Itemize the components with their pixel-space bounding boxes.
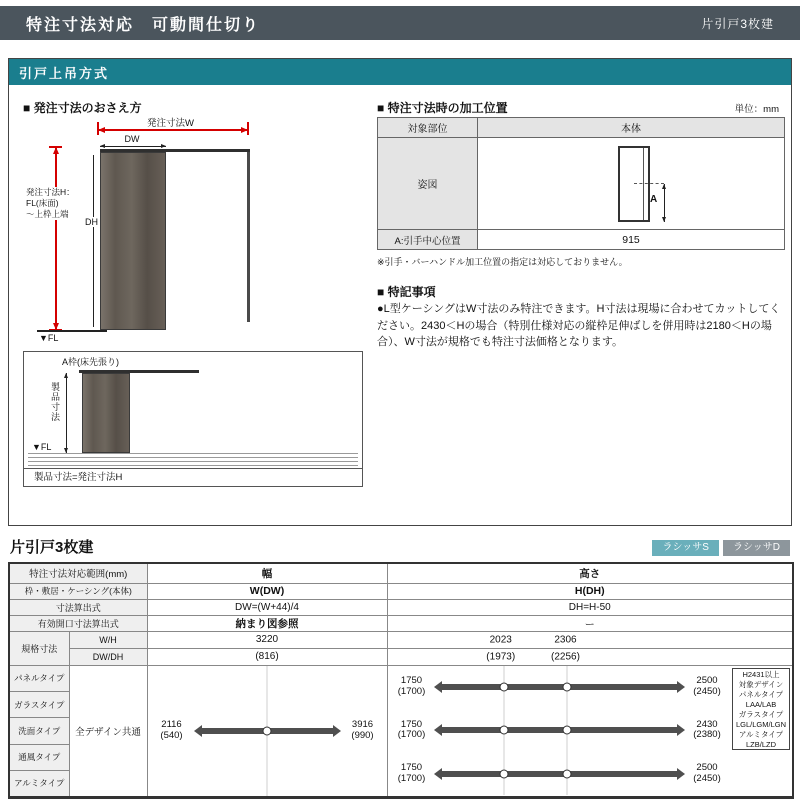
floor-line [37, 330, 107, 332]
product-dimension-diagram [23, 351, 363, 487]
dwdh-label: DW/DH [69, 648, 147, 665]
type-row-washroom: 洗面タイプ [9, 718, 69, 744]
a-dimension-label: A [650, 194, 658, 205]
standard-row-label: 規格寸法 [9, 631, 69, 665]
height-range-cell [387, 665, 793, 797]
calc-row-label: 寸法算出式 [9, 599, 147, 615]
remarks-text: ●L型ケーシングはW寸法のみ特注できます。H寸法は現場に合わせてカットしてください。2430＜Hの場合（特別仕様対応の縦枠足伸ばしを併用時は2180＜Hの場合）、W寸法が規格でも特注寸法価格となります。 [377, 303, 781, 348]
product-dim-equation: 製品寸法=発注寸法H [24, 468, 362, 486]
width-standard-dot [263, 726, 272, 735]
width-max-label: 3916 (990) [351, 718, 374, 741]
frame-row-label: 枠・敷居・ケーシング(本体) [9, 583, 147, 599]
floor-hatch-graphic [28, 453, 358, 467]
spec-section-title: 片引戸3枚建 [10, 539, 94, 556]
center-dash-line [634, 183, 664, 184]
width-header: 幅 [147, 563, 387, 583]
right-frame-graphic [247, 152, 250, 322]
height-standard-dot [562, 726, 571, 735]
h-standard [387, 631, 793, 648]
product-name: 片引戸3枚建 [701, 16, 774, 31]
h-standard-dh [387, 648, 793, 665]
height-standard-dot [500, 769, 509, 778]
door-outline-graphic [618, 146, 650, 222]
height-range-row-3 [388, 752, 793, 795]
w-symbol: W(DW) [147, 583, 387, 599]
width-range-bar [195, 666, 340, 796]
panel-header: 引戸上吊方式 [9, 59, 791, 85]
badge-lasissa-s[interactable]: ラシッサS [652, 540, 718, 556]
door-panel-graphic [82, 373, 130, 453]
door-panel-graphic [100, 152, 166, 330]
machining-col-part: 対象部位 [378, 118, 478, 138]
h-standard-dh-2: (2256) [551, 651, 580, 662]
height-range-bar [435, 709, 685, 752]
order-w-label: 発注寸法W [147, 118, 194, 129]
dw-arrow [100, 146, 166, 147]
page-title: 特注寸法対応 可動間仕切り [26, 16, 261, 34]
type-row-ventilation: 通風タイプ [9, 744, 69, 770]
height-range-bar [435, 752, 685, 795]
order-h-arrow [55, 147, 57, 330]
type-row-glass: ガラスタイプ [9, 691, 69, 717]
dimension-spec-table [8, 562, 794, 799]
badge-lasissa-d[interactable]: ラシッサD [723, 540, 790, 556]
height-min-label: 1750 (1700) [397, 761, 426, 784]
height-standard-dot [500, 683, 509, 692]
w-standard: 3220 [147, 631, 387, 648]
handle-position-value: 915 [478, 230, 785, 250]
door-figure-cell [478, 138, 785, 230]
a-dimension-arrow [664, 184, 665, 222]
w-standard-dw: (816) [147, 648, 387, 665]
height-standard-dot [562, 769, 571, 778]
machining-table [377, 117, 785, 250]
remarks-section-title: ■ 特記事項 [377, 285, 436, 299]
opening-row-label: 有効開口寸法算出式 [9, 615, 147, 631]
type-row-panel: パネルタイプ [9, 665, 69, 691]
height-header: 高さ [387, 563, 793, 583]
order-dimension-diagram [23, 115, 368, 347]
machining-note: ※引手・バーハンドル加工位置の指定は対応しておりません。 [377, 257, 628, 267]
dh-line [93, 155, 94, 327]
h-standard-2: 2306 [554, 634, 577, 645]
h-standard-1: 2023 [489, 634, 512, 645]
height-range-bar [435, 666, 685, 709]
order-w-arrow [98, 129, 248, 131]
h-opening: ー [387, 615, 793, 631]
h-standard-dh-1: (1973) [486, 651, 516, 662]
type-row-aluminum: アルミタイプ [9, 771, 69, 797]
hanging-door-panel [8, 58, 792, 526]
height-min-label: 1750 (1700) [397, 675, 426, 698]
w-opening: 納まり図参照 [147, 615, 387, 631]
product-dim-arrow [66, 373, 67, 453]
width-min-label: 2116 (540) [160, 718, 183, 741]
machining-col-body: 本体 [478, 118, 785, 138]
fl-label: ▼FL [32, 442, 52, 452]
height-max-label: 2430 (2380) [693, 718, 721, 741]
height-standard-dot [500, 726, 509, 735]
machining-section-title: ■ 特注寸法時の加工位置 [377, 101, 508, 115]
wh-label: W/H [69, 631, 147, 648]
unit-note: 単位：mm [734, 104, 779, 115]
width-range-cell [147, 665, 387, 797]
product-dim-label: 製品寸法 [48, 382, 63, 444]
height-standard-dot [562, 683, 571, 692]
height-min-label: 1750 (1700) [397, 718, 426, 741]
h-formula: DH=H-50 [387, 599, 793, 615]
series-badges [652, 540, 790, 556]
a-frame-label: A枠(床先張り) [62, 357, 119, 367]
range-label: 特注寸法対応範囲(mm) [9, 563, 147, 583]
dh-label: DH [85, 217, 98, 227]
handle-row-label: A:引手中心位置 [378, 230, 478, 250]
figure-row-label: 姿図 [378, 138, 478, 230]
title-bar [0, 6, 800, 40]
height-max-label: 2500 (2450) [693, 761, 721, 784]
height-max-label: 2500 (2450) [693, 675, 721, 698]
dw-label: DW [124, 134, 140, 144]
common-design-cell: 全デザイン共通 [69, 665, 147, 797]
order-section-title: ■ 発注寸法のおさえ方 [23, 101, 142, 115]
w-formula: DW=(W+44)/4 [147, 599, 387, 615]
h2431-note-box: H2431以上 対象デザイン パネルタイプ LAA/LAB ガラスタイプ LGL/LGM/LGN アルミタイプ LZB/LZD [732, 668, 790, 750]
order-h-label: 発注寸法H： FL(床面) ～上枠上端 [26, 187, 75, 220]
fl-label: ▼FL [39, 333, 59, 343]
h-symbol: H(DH) [387, 583, 793, 599]
